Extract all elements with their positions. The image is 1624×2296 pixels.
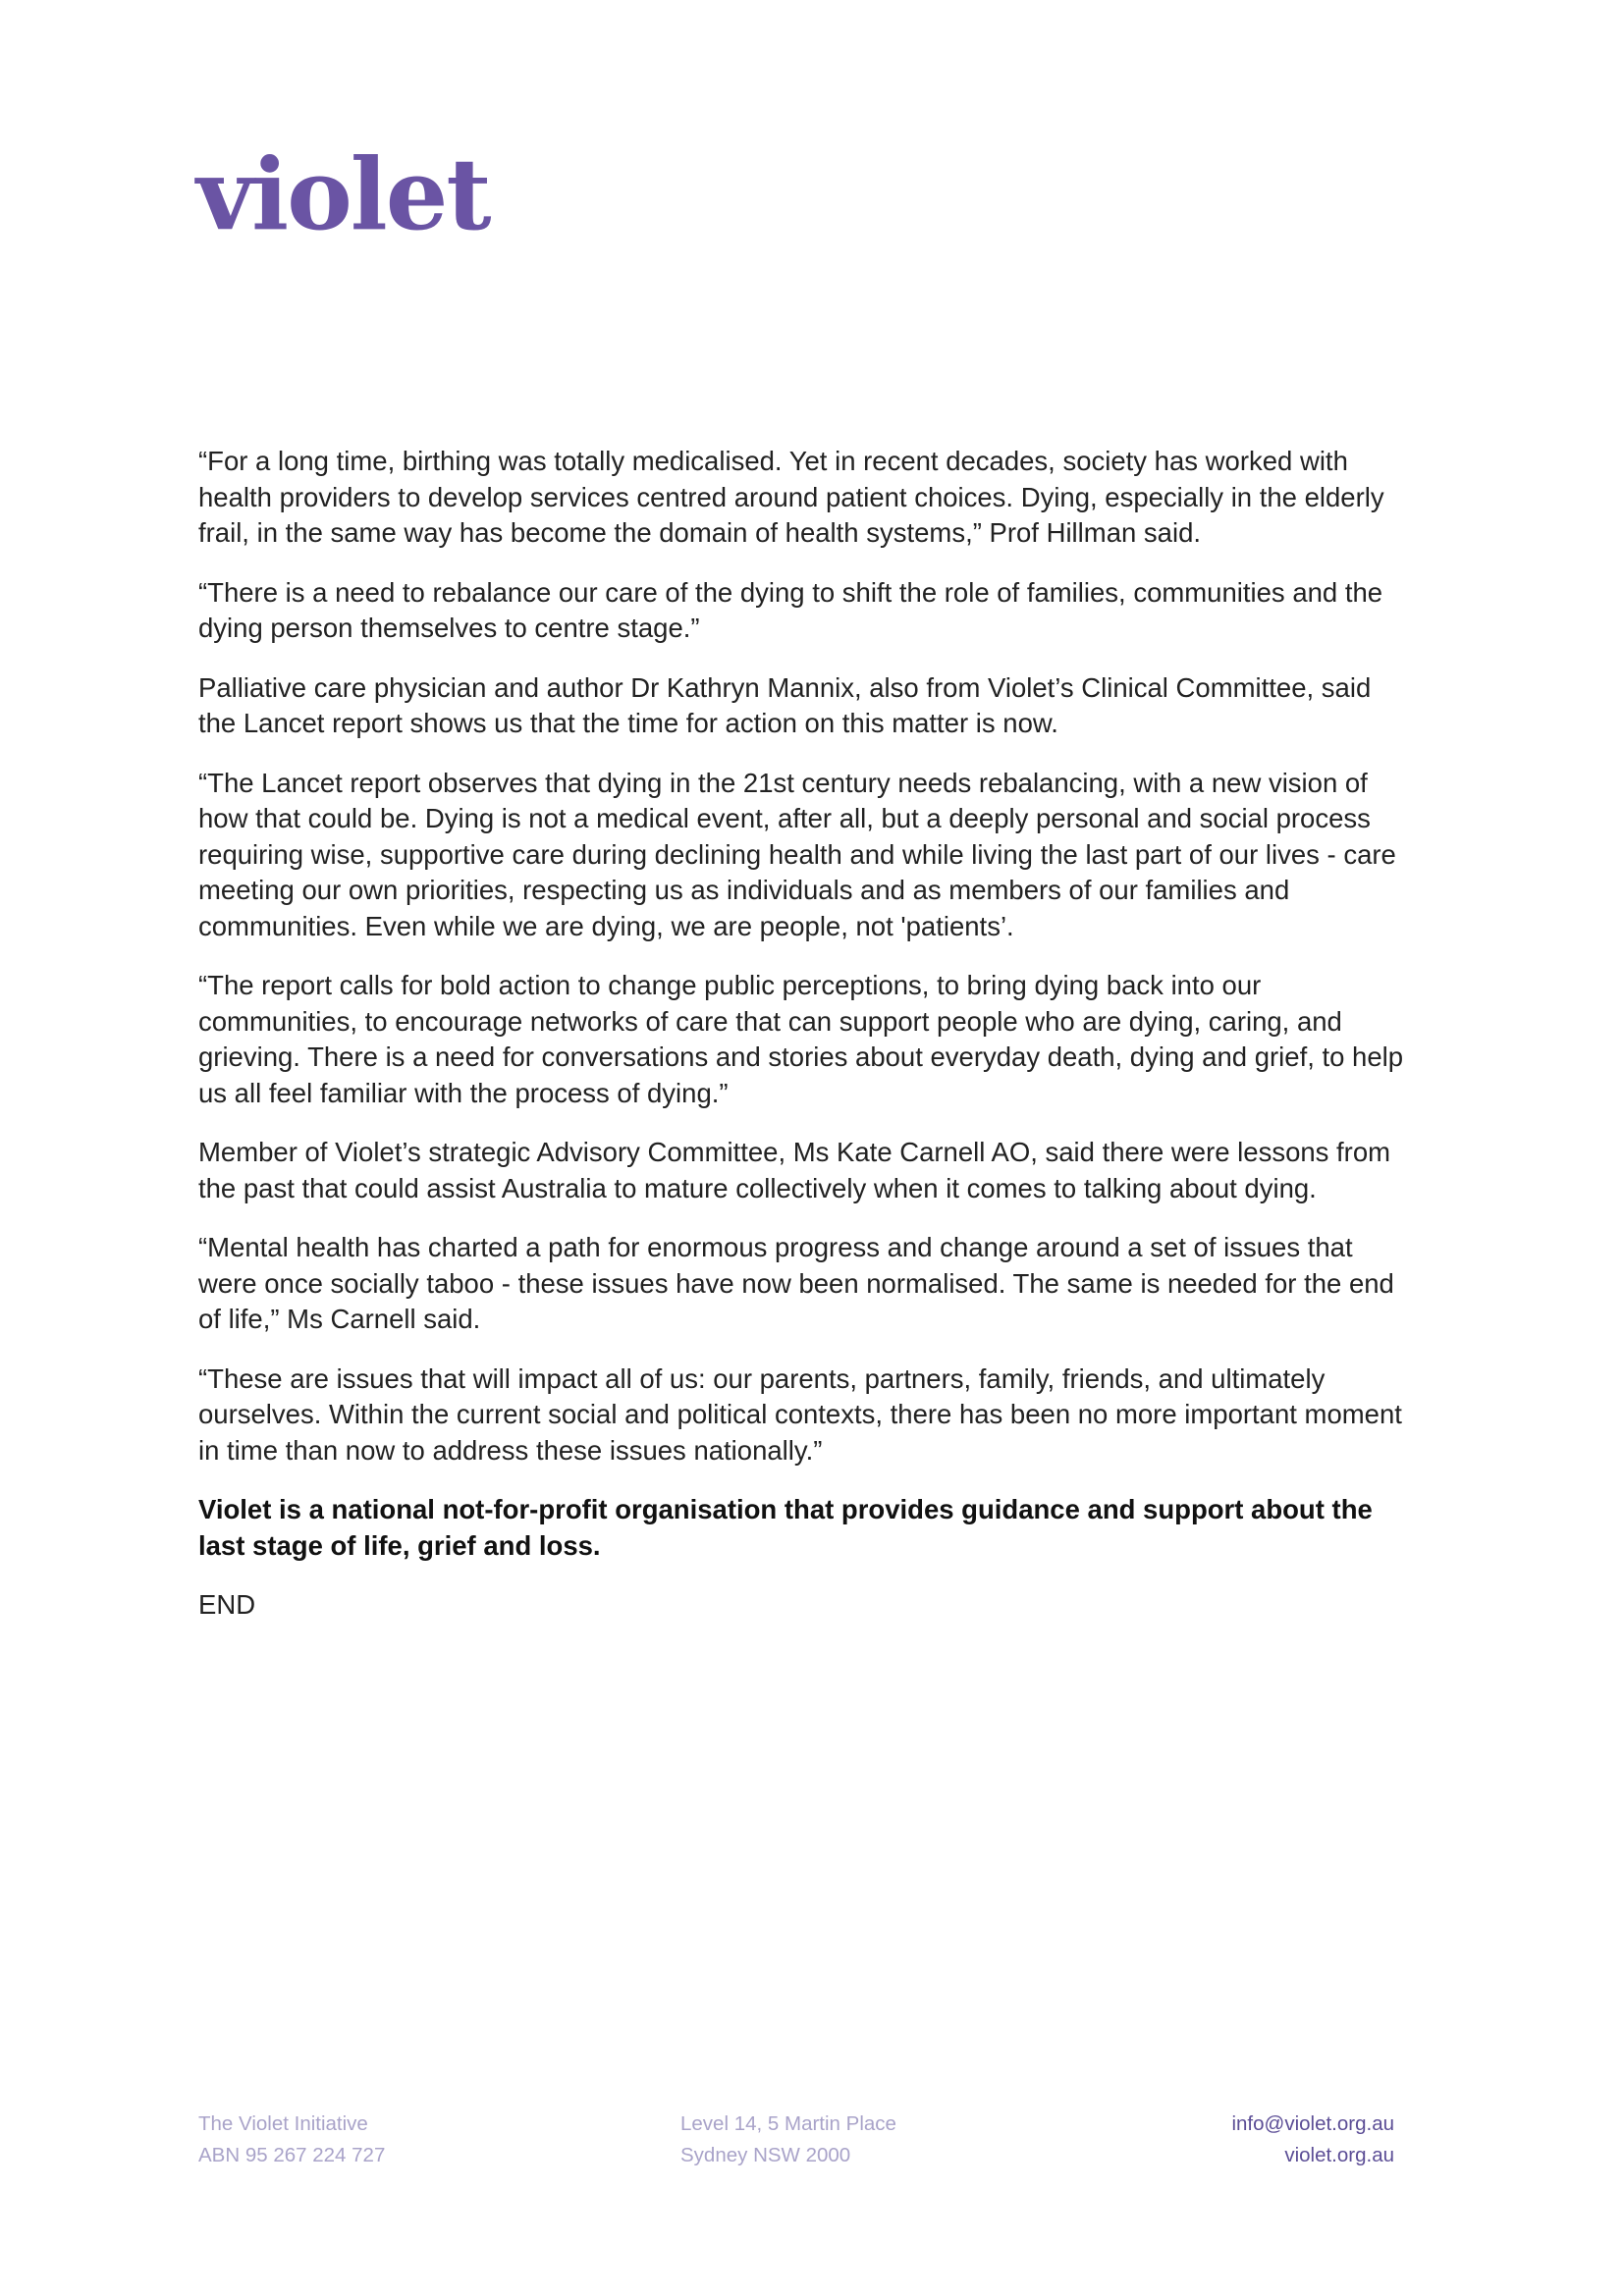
paragraph-4: “The Lancet report observes that dying in the 21st century needs rebalancing, with a new vision of how that could be. Dying is not a medical event, after all, but a deeply personal and social process requiring wise, supportive care during declining health and while living the last part of our lives - care meeting our own priorities, respecting us as individuals and as members of our families and communities. Even while we are dying, we are people, not 'patients’.	[198, 767, 1396, 941]
footer-address-line2: Sydney NSW 2000	[680, 2144, 851, 2166]
paragraph-7: “Mental health has charted a path for enormous progress and change around a set of issues that were once socially taboo - these issues have now been normalised. The same is needed for the end of life,” Ms Carnell said.	[198, 1232, 1394, 1334]
press-release-body	[198, 444, 1406, 1647]
about-statement: Violet is a national not-for-profit organisation that provides guidance and support about the last stage of life, grief and loss.	[198, 1494, 1373, 1561]
footer-address	[680, 2109, 896, 2171]
paragraph-3: Palliative care physician and author Dr Kathryn Mannix, also from Violet’s Clinical Committee, said the Lancet report shows us that the time for action on this matter is now.	[198, 671, 1372, 738]
footer-contact	[1231, 2109, 1394, 2171]
footer-address-line1: Level 14, 5 Martin Place	[680, 2112, 896, 2135]
paragraph-1: “For a long time, birthing was totally medicalised. Yet in recent decades, society has worked with health providers to develop services centred around patient choices. Dying, especially in the elderly frail, in the same way has become the domain of health systems,” Prof Hillman said.	[198, 446, 1384, 548]
end-marker: END	[198, 1589, 256, 1620]
footer-website-link[interactable]: violet.org.au	[1284, 2144, 1394, 2166]
footer-organisation	[198, 2109, 385, 2171]
footer-abn: ABN 95 267 224 727	[198, 2144, 386, 2166]
paragraph-6: Member of Violet’s strategic Advisory Committee, Ms Kate Carnell AO, said there were lessons from the past that could assist Australia to mature collectively when it comes to talking about dying.	[198, 1137, 1391, 1203]
paragraph-2: “There is a need to rebalance our care of the dying to shift the role of families, communities and the dying person themselves to centre stage.”	[198, 576, 1383, 643]
paragraph-5: “The report calls for bold action to change public perceptions, to bring dying back into our communities, to encourage networks of care that can support people who are dying, caring, and grieving. There is a need for conversations and stories about everyday death, dying and grief, to help us all feel familiar with the process of dying.”	[198, 970, 1404, 1108]
paragraph-8: “These are issues that will impact all of us: our parents, partners, family, friends, and ultimately ourselves. Within the current social and political contexts, there has been no more important moment in time than now to address these issues nationally.”	[198, 1362, 1402, 1466]
footer-email-link[interactable]: info@violet.org.au	[1231, 2112, 1394, 2135]
violet-logo: violet	[196, 136, 490, 252]
footer-org-name: The Violet Initiative	[198, 2112, 368, 2135]
